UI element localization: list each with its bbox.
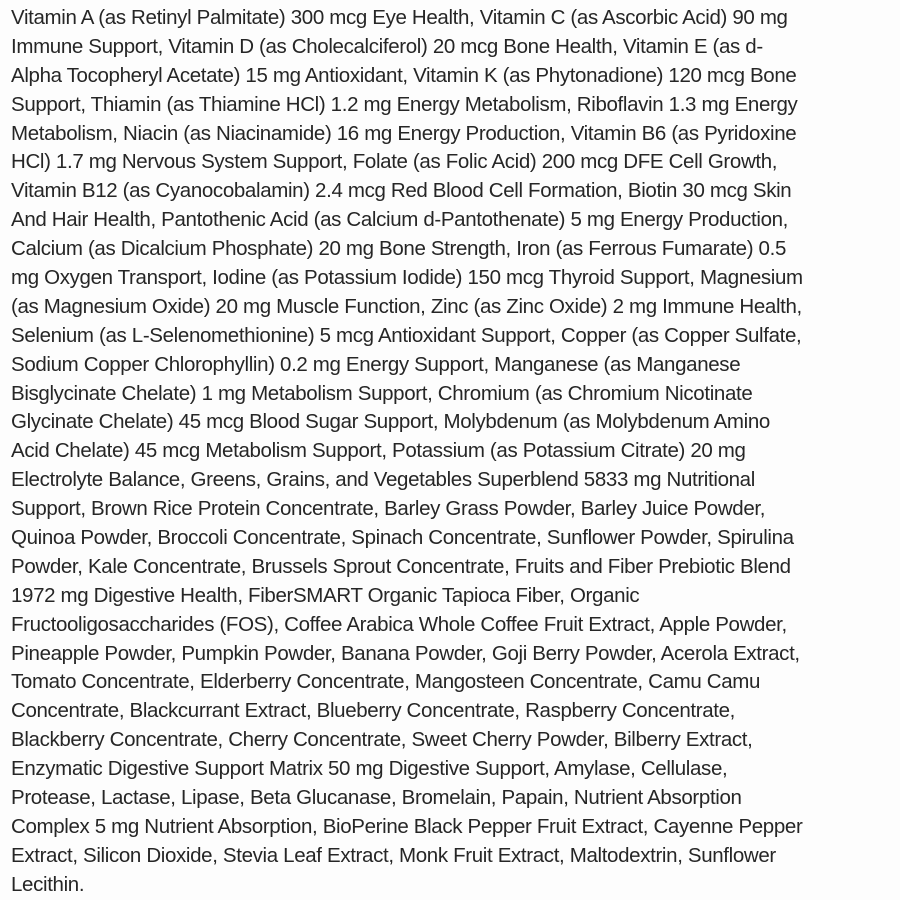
ingredient-text-line: (as Magnesium Oxide) 20 mg Muscle Function, Zinc (as Zinc Oxide) 2 mg Immune Health,	[11, 294, 802, 318]
ingredient-text-line: 1972 mg Digestive Health, FiberSMART Organic Tapioca Fiber, Organic	[11, 583, 640, 607]
ingredient-text-line: Fructooligosaccharides (FOS), Coffee Arabica Whole Coffee Fruit Extract, Apple Powder,	[11, 612, 787, 636]
ingredient-text-line: Tomato Concentrate, Elderberry Concentrate, Mangosteen Concentrate, Camu Camu	[11, 670, 761, 694]
ingredient-text-line: And Hair Health, Pantothenic Acid (as Calcium d-Pantothenate) 5 mg Energy Production,	[11, 208, 789, 232]
ingredient-text-line: Immune Support, Vitamin D (as Cholecalciferol) 20 mcg Bone Health, Vitamin E (as d-	[11, 34, 763, 58]
ingredient-text-line: Sodium Copper Chlorophyllin) 0.2 mg Energy Support, Manganese (as Manganese	[11, 352, 741, 376]
ingredient-text-line: Concentrate, Blackcurrant Extract, Blueberry Concentrate, Raspberry Concentrate,	[11, 699, 736, 723]
ingredient-text-line: Calcium (as Dicalcium Phosphate) 20 mg Bone Strength, Iron (as Ferrous Fumarate) 0.5	[11, 237, 786, 261]
ingredient-text-line: Support, Brown Rice Protein Concentrate, Barley Grass Powder, Barley Juice Powder,	[11, 497, 766, 521]
ingredient-text-line: HCl) 1.7 mg Nervous System Support, Folate (as Folic Acid) 200 mcg DFE Cell Growth,	[11, 150, 778, 174]
ingredient-text-line: Acid Chelate) 45 mcg Metabolism Support, Potassium (as Potassium Citrate) 20 mg	[11, 439, 746, 463]
ingredient-text-line: Quinoa Powder, Broccoli Concentrate, Spinach Concentrate, Sunflower Powder, Spirulina	[11, 526, 794, 550]
ingredient-text-line: Vitamin B12 (as Cyanocobalamin) 2.4 mcg Red Blood Cell Formation, Biotin 30 mcg Skin	[11, 179, 792, 203]
ingredient-text-line: Blackberry Concentrate, Cherry Concentrate, Sweet Cherry Powder, Bilberry Extract,	[11, 728, 753, 752]
ingredient-text-line: Selenium (as L-Selenomethionine) 5 mcg Antioxidant Support, Copper (as Copper Sulfate,	[11, 323, 802, 347]
ingredient-text-line: Complex 5 mg Nutrient Absorption, BioPerine Black Pepper Fruit Extract, Cayenne Pepper	[11, 814, 803, 838]
ingredient-text-line: Glycinate Chelate) 45 mcg Blood Sugar Support, Molybdenum (as Molybdenum Amino	[11, 410, 770, 434]
ingredient-text-line: Pineapple Powder, Pumpkin Powder, Banana Powder, Goji Berry Powder, Acerola Extract,	[11, 641, 800, 665]
ingredient-text-line: Bisglycinate Chelate) 1 mg Metabolism Support, Chromium (as Chromium Nicotinate	[11, 381, 753, 405]
ingredient-text-line: Alpha Tocopheryl Acetate) 15 mg Antioxidant, Vitamin K (as Phytonadione) 120 mcg Bone	[11, 63, 797, 87]
ingredient-text-line: mg Oxygen Transport, Iodine (as Potassium Iodide) 150 mcg Thyroid Support, Magnesium	[11, 266, 803, 290]
ingredient-text-line: Lecithin.	[11, 872, 85, 896]
ingredient-text-line: Protease, Lactase, Lipase, Beta Glucanase, Bromelain, Papain, Nutrient Absorption	[11, 786, 742, 810]
ingredient-text-line: Enzymatic Digestive Support Matrix 50 mg Digestive Support, Amylase, Cellulase,	[11, 757, 728, 781]
ingredient-text-line: Support, Thiamin (as Thiamine HCl) 1.2 mg Energy Metabolism, Riboflavin 1.3 mg Energy	[11, 92, 798, 116]
ingredient-text-line: Metabolism, Niacin (as Niacinamide) 16 mg Energy Production, Vitamin B6 (as Pyridoxine	[11, 121, 797, 145]
ingredient-text-line: Vitamin A (as Retinyl Palmitate) 300 mcg Eye Health, Vitamin C (as Ascorbic Acid) 90 mg	[11, 6, 788, 29]
ingredient-text-line: Electrolyte Balance, Greens, Grains, and Vegetables Superblend 5833 mg Nutritional	[11, 468, 755, 492]
ingredient-text-line: Extract, Silicon Dioxide, Stevia Leaf Extract, Monk Fruit Extract, Maltodextrin, Sunflower	[11, 843, 776, 867]
ingredient-text-line: Powder, Kale Concentrate, Brussels Sprout Concentrate, Fruits and Fiber Prebiotic Blend	[11, 554, 791, 578]
